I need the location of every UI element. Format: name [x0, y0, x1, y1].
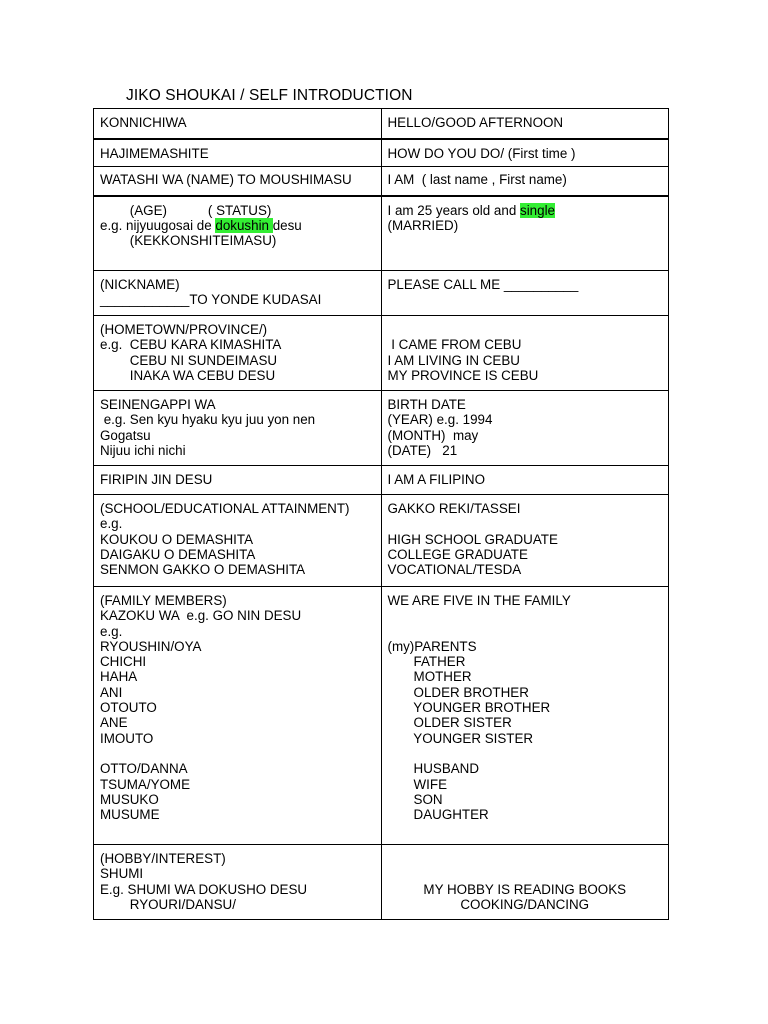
table-row [94, 845, 669, 920]
cell-line: MUSUKO [100, 791, 159, 807]
table-row [94, 109, 669, 139]
english-cell [381, 845, 669, 920]
cell-line: ANI [100, 684, 123, 700]
cell-line: COOKING/DANCING [460, 896, 590, 912]
cell-line: (NICKNAME) [100, 277, 180, 292]
japanese-cell [94, 109, 382, 139]
cell-line: KONNICHIWA [100, 115, 187, 130]
english-cell [381, 139, 669, 167]
table-row [94, 587, 669, 845]
japanese-cell [94, 587, 382, 845]
japanese-cell [94, 466, 382, 495]
cell-line: I AM LIVING IN CEBU [387, 352, 520, 368]
document-title: JIKO SHOUKAI / SELF INTRODUCTION [126, 87, 413, 104]
cell-line: ANE [100, 715, 128, 731]
cell-line: INAKA WA CEBU DESU [100, 367, 276, 383]
cell-line: (DATE) 21 [387, 442, 458, 458]
english-cell [381, 587, 669, 845]
cell-line [388, 851, 663, 866]
english-cell [381, 271, 669, 316]
cell-line: HAJIMEMASHITE [100, 145, 209, 161]
cell-line: BIRTH DATE [387, 397, 466, 412]
japanese-cell [94, 495, 382, 587]
cell-line [100, 746, 375, 761]
cell-line: FIRIPIN JIN DESU [100, 472, 213, 487]
cell-line: (FAMILY MEMBERS) [100, 593, 227, 608]
cell-line: e.g. nijyuugosai de dokushin desu [100, 217, 302, 233]
cell-line: e.g. [100, 623, 123, 639]
cell-line [388, 322, 663, 337]
cell-line: MUSUME [100, 807, 160, 823]
cell-line: I CAME FROM CEBU [387, 337, 522, 353]
cell-line [388, 516, 663, 531]
table-row [94, 316, 669, 391]
self-introduction-table [93, 108, 669, 920]
cell-line: CHICHI [100, 654, 147, 670]
japanese-cell [94, 271, 382, 316]
cell-line: COLLEGE GRADUATE [387, 546, 528, 562]
cell-line [388, 746, 663, 761]
cell-line: HOW DO YOU DO/ (First time ) [387, 145, 576, 161]
cell-line: WE ARE FIVE IN THE FAMILY [387, 593, 571, 608]
cell-line: DAIGAKU O DEMASHITA [100, 546, 256, 562]
cell-line: (YEAR) e.g. 1994 [387, 412, 493, 428]
cell-line: (HOBBY/INTEREST) [100, 851, 226, 866]
english-cell [381, 109, 669, 139]
cell-line: YOUNGER SISTER [387, 730, 534, 746]
cell-line: SHUMI [100, 866, 144, 882]
cell-line: VOCATIONAL/TESDA [387, 562, 522, 578]
cell-line: Nijuu ichi nichi [100, 442, 186, 458]
cell-line: MOTHER [387, 669, 472, 685]
cell-line: HELLO/GOOD AFTERNOON [387, 115, 564, 130]
cell-line: WIFE [387, 776, 448, 792]
cell-line: KOUKOU O DEMASHITA [100, 531, 254, 547]
cell-line: (my)PARENTS [387, 638, 477, 654]
japanese-cell [94, 845, 382, 920]
japanese-cell [94, 391, 382, 466]
cell-line: I am 25 years old and single [387, 202, 555, 218]
cell-line: GAKKO REKI/TASSEI [387, 501, 521, 516]
cell-line: (KEKKONSHITEIMASU) [100, 233, 277, 249]
cell-line: (MARRIED) [387, 217, 459, 233]
highlighted-word: dokushin [215, 217, 273, 233]
cell-line: OTTO/DANNA [100, 761, 188, 777]
cell-line: (MONTH) may [387, 427, 479, 443]
cell-line: SENMON GAKKO O DEMASHITA [100, 562, 306, 578]
japanese-cell [94, 316, 382, 391]
table-row [94, 139, 669, 167]
table-row [94, 495, 669, 587]
table-row [94, 466, 669, 495]
table-row [94, 271, 669, 316]
cell-line: WATASHI WA (NAME) TO MOUSHIMASU [100, 172, 352, 187]
highlighted-word: single [520, 202, 555, 218]
japanese-cell [94, 139, 382, 167]
english-cell [381, 466, 669, 495]
cell-line: I AM A FILIPINO [387, 472, 485, 487]
cell-line: (AGE) ( STATUS) [100, 202, 272, 218]
cell-line: e.g. CEBU KARA KIMASHITA [100, 337, 282, 353]
cell-line: YOUNGER BROTHER [387, 700, 551, 716]
cell-line: PLEASE CALL ME __________ [387, 277, 579, 292]
cell-line: HUSBAND [387, 761, 480, 777]
cell-line: I AM ( last name , First name) [387, 172, 567, 187]
english-cell [381, 196, 669, 271]
cell-line: RYOUSHIN/OYA [100, 638, 202, 654]
cell-line: E.g. SHUMI WA DOKUSHO DESU [100, 881, 308, 897]
cell-line: RYOURI/DANSU/ [100, 896, 236, 912]
table-body [94, 109, 669, 920]
cell-line: SON [387, 791, 443, 807]
table-row [94, 391, 669, 466]
english-cell [381, 391, 669, 466]
cell-line: e.g. [100, 516, 123, 532]
cell-line: SEINENGAPPI WA [100, 397, 216, 412]
cell-line: (SCHOOL/EDUCATIONAL ATTAINMENT) [100, 501, 350, 516]
cell-line [388, 608, 663, 623]
cell-line: OTOUTO [100, 700, 157, 716]
cell-line: MY PROVINCE IS CEBU [387, 367, 539, 383]
cell-line: DAUGHTER [387, 807, 489, 823]
cell-line: OLDER BROTHER [387, 684, 529, 700]
cell-line: ____________TO YONDE KUDASAI [100, 292, 322, 308]
cell-line: KAZOKU WA e.g. GO NIN DESU [100, 608, 302, 624]
cell-line: MY HOBBY IS READING BOOKS [423, 881, 627, 897]
cell-line: TSUMA/YOME [100, 776, 191, 792]
cell-line: (HOMETOWN/PROVINCE/) [100, 322, 268, 337]
english-cell [381, 316, 669, 391]
table-row [94, 167, 669, 196]
japanese-cell [94, 196, 382, 271]
table-row [94, 196, 669, 271]
cell-line: FATHER [387, 654, 466, 670]
cell-line [388, 866, 663, 881]
cell-line: HIGH SCHOOL GRADUATE [387, 531, 558, 547]
cell-line: CEBU NI SUNDEIMASU [100, 352, 278, 368]
english-cell [381, 167, 669, 196]
cell-line: OLDER SISTER [387, 715, 512, 731]
cell-line: Gogatsu [100, 427, 151, 443]
cell-line: e.g. Sen kyu hyaku kyu juu yon nen [100, 412, 316, 428]
cell-line: HAHA [100, 669, 138, 685]
english-cell [381, 495, 669, 587]
cell-line [388, 624, 663, 639]
cell-line: IMOUTO [100, 730, 154, 746]
japanese-cell [94, 167, 382, 196]
